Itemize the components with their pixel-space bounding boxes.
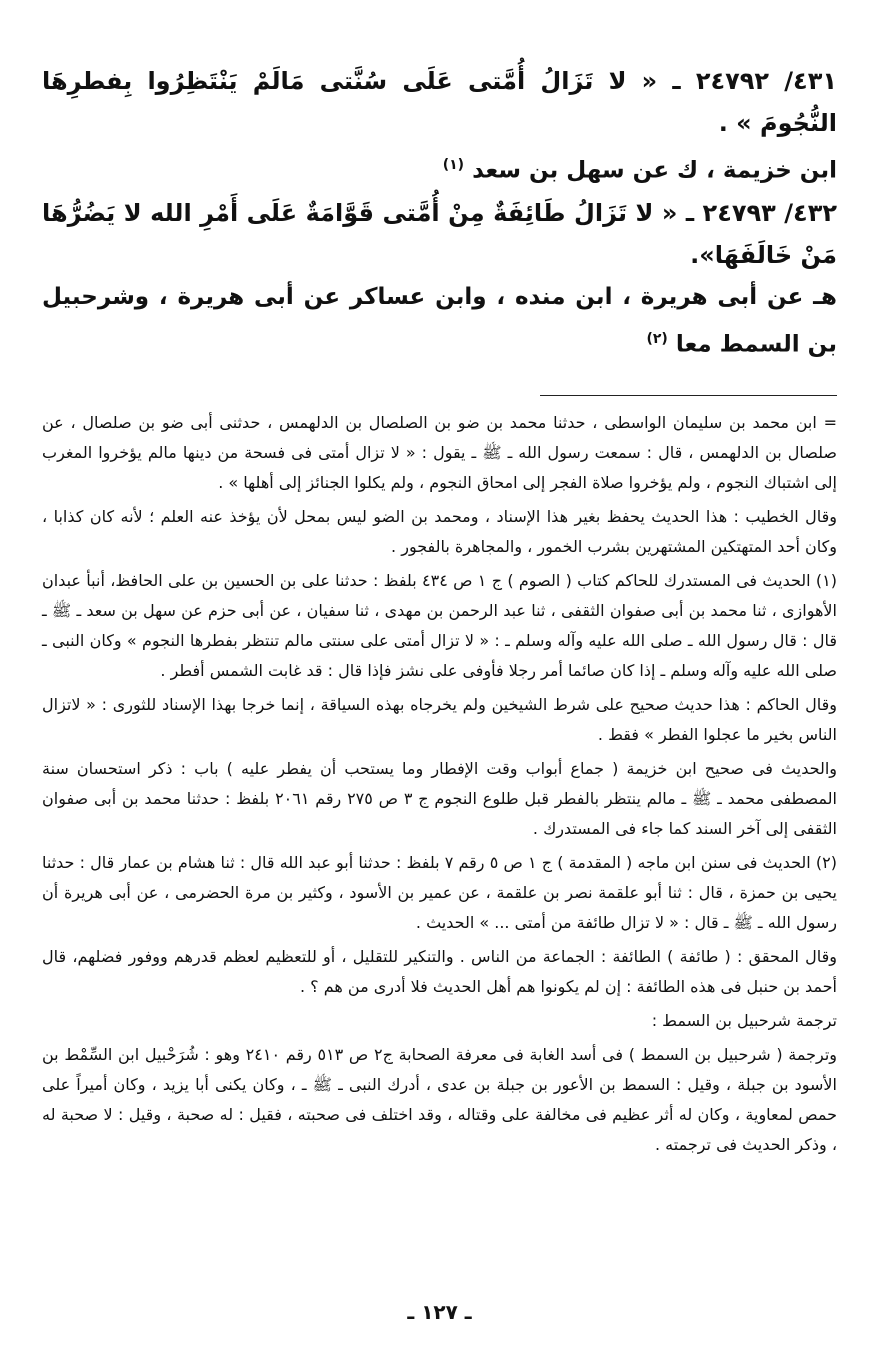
- source-text: هـ عن أبى هريرة ، ابن منده ، وابن عساكر عن أبى هريرة ، وشرحبيل بن السمط معا: [42, 283, 837, 358]
- hadith-source: [42, 276, 837, 366]
- footnote-separator: [540, 395, 837, 396]
- footnote-paragraph: وترجمة ( شرحبيل بن السمط ) فى أسد الغابة فى معرفة الصحابة ج٢ ص ٥١٣ رقم ٢٤١٠ وهو : شُرَحْبيل ابن السِّمْط بن الأسود بن جبلة ، وقيل : السمط بن الأعور بن جبلة بن عدى ، أدرك النبى ـ ﷺ ـ ، وكان يكنى أبا يزيد ، وكان أميراً على حمص لمعاوية ، وكان له أثر عظيم فى مخالفة على وقتاله ، وقد اختلف فى صحبته ، فقيل : له صحبة ، وقيل : لا صحبة له ، وذكر الحديث فى ترجمته .: [42, 1045, 837, 1155]
- footnote-paragraph: (١) الحديث فى المستدرك للحاكم كتاب ( الصوم ) ج ١ ص ٤٣٤ بلفظ : حدثنا على بن الحسين بن على الحافظ، أنبأ عبدان الأهوازى ، ثنا محمد بن أبى صفوان الثقفى ، ثنا عبد الرحمن بن مهدى ، ثنا سفيان ، عن أبى حزم عن سهل بن سعد ـ ﷺ ـ قال : قال رسول الله ـ صلى الله عليه وآله وسلم ـ : « لا تزال أمتى على سنتى مالم تنتظر بفطرها النجوم » وكان النبى ـ صلى الله عليه وآله وسلم ـ إذا كان صائما أمر رجلا فأوفى على نشز فإذا قال : قد غابت الشمس أفطر .: [42, 571, 838, 681]
- page-number: ـ ١٢٧ ـ: [407, 1300, 472, 1324]
- hadith-text: ٤٣١/ ٢٤٧٩٢ ـ « لا تَزَالُ أُمَّتى عَلَى سُنَّتى مَالَمْ يَنْتَظِرُوا بِفطرِهَا النُّجُومَ » .: [42, 67, 837, 137]
- footnote-paragraph: وقال الخطيب : هذا الحديث يحفظ بغير هذا الإسناد ، ومحمد بن الضو ليس بمحل لأن يؤخذ عنه العلم ؛ لأنه كان كذابا ، وكان أحد المتهتكين المشتهرين بشرب الخمور ، والمجاهرة بالفجور .: [42, 507, 837, 557]
- footnote-marker: (٢): [646, 330, 668, 347]
- hadith-entry: [42, 192, 837, 366]
- footnote-paragraph: وقال الحاكم : هذا حديث صحيح على شرط الشيخين ولم يخرجاه بهذه السياقة ، إنما خرجا بهذا الإسناد للثورى : « لاتزال الناس بخير ما عجلوا الفطر » فقط .: [42, 695, 837, 745]
- footnote-paragraph: = ابن محمد بن سليمان الواسطى ، حدثنا محمد بن ضو بن الصلصال بن الدلهمس ، حدثنى أبى ضو بن صلصال ، عن صلصال بن الدلهمس ، قال : سمعت رسول الله ـ ﷺ ـ يقول : « لا تزال أمتى فى فسحة من دينها مالم يؤخروا المغرب إلى اشتباك النجوم ، ولم يؤخروا صلاة الفجر إلى امحاق النجوم ، ولم يكلوا الجنائز إلى أهلها » .: [42, 413, 837, 493]
- footnote-heading: ترجمة شرحبيل بن السمط :: [651, 1011, 837, 1031]
- footnote-paragraph: (٢) الحديث فى سنن ابن ماجه ( المقدمة ) ج ١ ص ٥ رقم ٧ بلفظ : حدثنا أبو عبد الله قال : ثنا هشام بن عمار قال : حدثنا يحيى بن حمزة ، قال : ثنا أبو علقمة نصر بن علقمة ، عن عمير بن الأسود ، وكثير بن مرة الحضرمى ، عن أبى هريرة أن رسول الله ـ ﷺ ـ قال : « لا تزال طائفة من أمتى ... » الحديث .: [42, 853, 837, 933]
- hadith-entry: [42, 60, 837, 192]
- footnote-paragraph: والحديث فى صحيح ابن خزيمة ( جماع أبواب وقت الإفطار وما يستحب أن يفطر عليه ) باب : ذكر استحسان سنة المصطفى محمد ـ ﷺ ـ مالم ينتظر بالفطر قبل طلوع النجوم ج ٣ ص ٢٧٥ رقم ٢٠٦١ بلفظ : حدثنا محمد بن أبى صفوان الثقفى إلى آخر السند كما جاء فى المستدرك .: [42, 759, 837, 839]
- footnote-separator-wrap: [42, 395, 837, 396]
- hadith-text: ٤٣٢/ ٢٤٧٩٣ ـ « لا تَزَالُ طَائِفَةٌ مِنْ أُمَّتى قَوَّامَةٌ عَلَى أَمْرِ الله لا يَضُرُّهَا مَنْ خَالَفَهَا».: [42, 198, 837, 269]
- footnote-marker: (١): [442, 157, 465, 173]
- footnotes: [42, 408, 837, 1160]
- hadith-source: [42, 144, 837, 192]
- footnote-paragraph: وقال المحقق : ( طائفة ) الطائفة : الجماعة من الناس . والتنكير للتقليل ، أو للتعظيم لعظم قدرهم ووفور فضلهم، قال أحمد بن حنبل فى هذه الطائفة : إن لم يكونوا هم أهل الحديث فلا أدرى من هم ؟ .: [42, 947, 837, 997]
- source-text: ابن خزيمة ، ك عن سهل بن سعد: [472, 157, 837, 184]
